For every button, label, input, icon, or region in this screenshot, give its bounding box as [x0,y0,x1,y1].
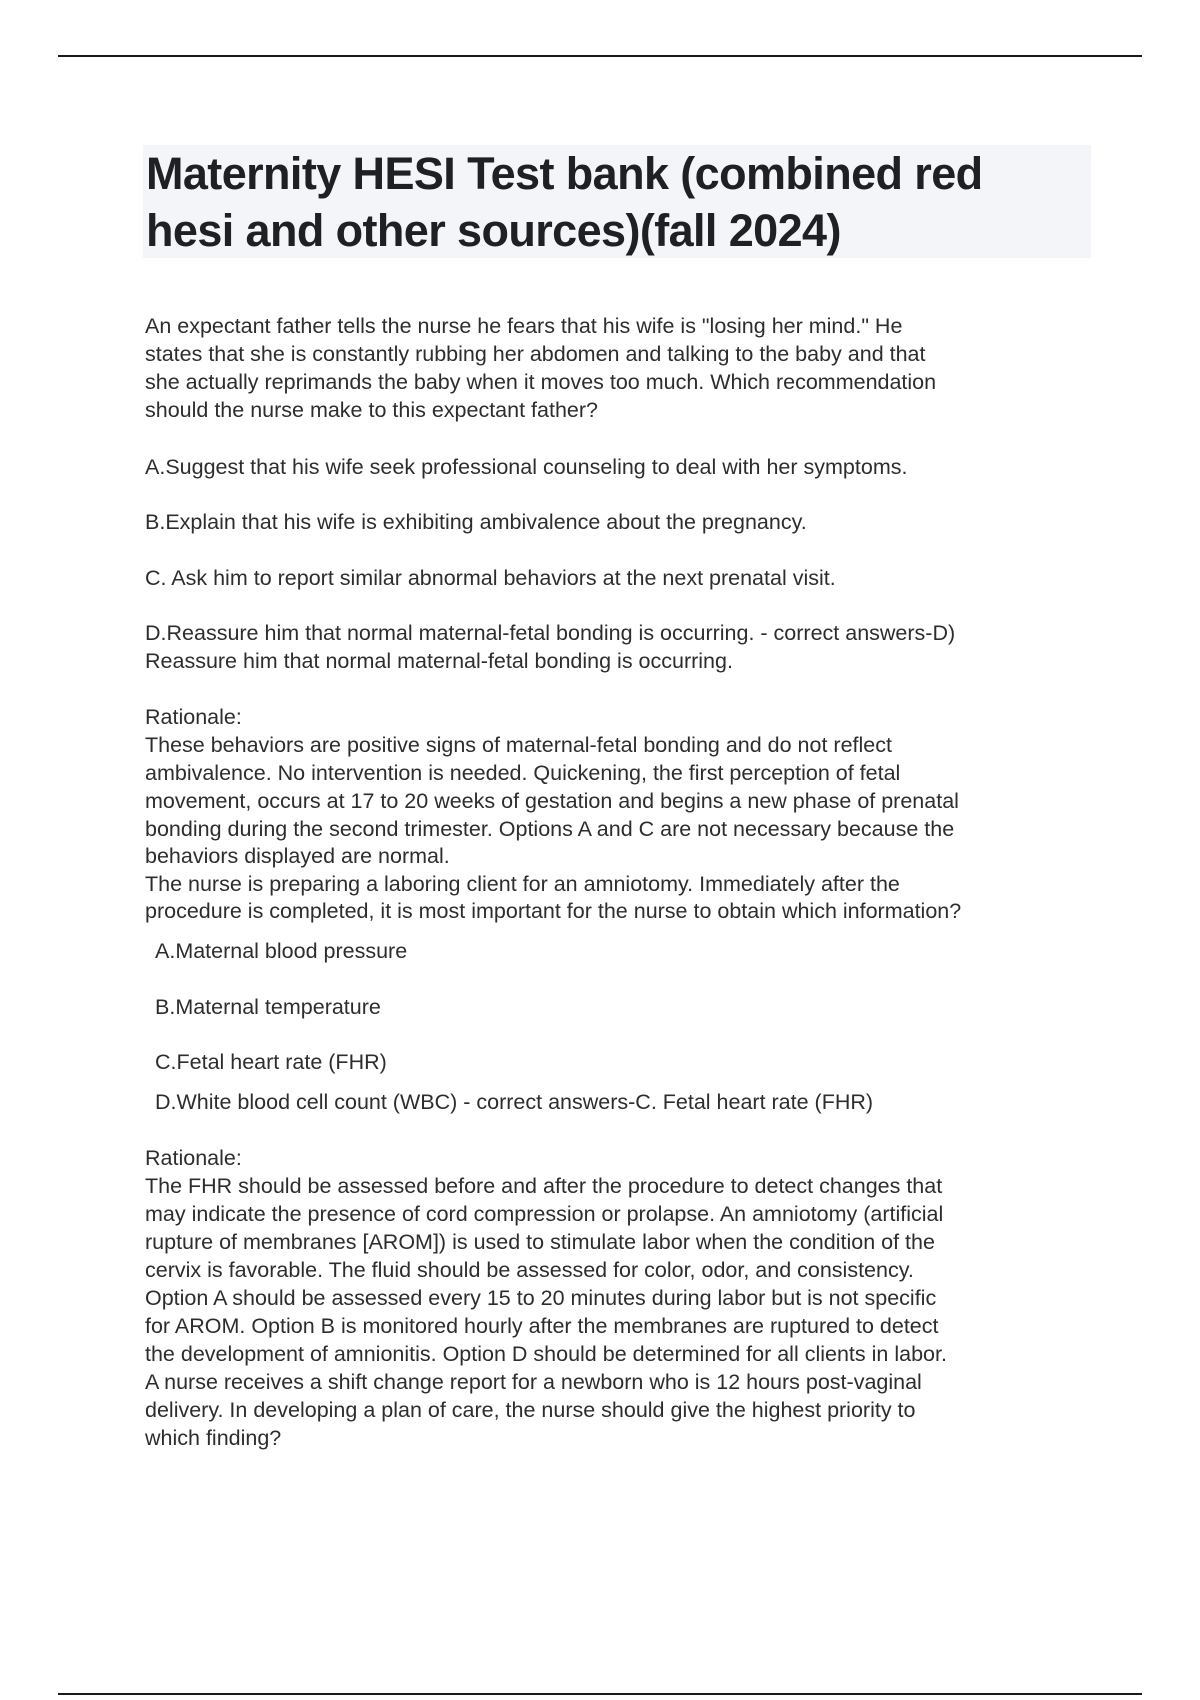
q2-rationale-line: the development of amnionitis. Option D should be determined for all clients in labor. [145,1342,947,1366]
q1-option-b: B.Explain that his wife is exhibiting ambivalence about the pregnancy. [145,510,807,534]
bottom-divider [58,1693,1142,1695]
q1-option-a: A.Suggest that his wife seek professional counseling to deal with her symptoms. [145,455,908,479]
q2-rationale-line: rupture of membranes [AROM]) is used to stimulate labor when the condition of the [145,1230,935,1254]
q1-option-d-line: Reassure him that normal maternal-fetal bonding is occurring. [145,649,733,673]
q2-option-a: A.Maternal blood pressure [155,939,408,963]
q1-stem-line: An expectant father tells the nurse he fears that his wife is "losing her mind." He [145,314,903,338]
q3-stem-line: delivery. In developing a plan of care, the nurse should give the highest priority to [145,1398,916,1422]
q2-option-b: B.Maternal temperature [155,995,381,1019]
q2-rationale-line: may indicate the presence of cord compression or prolapse. An amniotomy (artificial [145,1202,944,1226]
q1-rationale-line: These behaviors are positive signs of maternal-fetal bonding and do not reflect [145,733,892,757]
q3-stem-line: A nurse receives a shift change report for a newborn who is 12 hours post-vaginal [145,1370,922,1394]
q2-rationale-line: for AROM. Option B is monitored hourly after the membranes are ruptured to detect [145,1314,939,1338]
q2-stem-line: The nurse is preparing a laboring client for an amniotomy. Immediately after the [145,872,900,896]
q2-rationale-line: The FHR should be assessed before and after the procedure to detect changes that [145,1174,943,1198]
q1-rationale-line: movement, occurs at 17 to 20 weeks of gestation and begins a new phase of prenatal [145,789,959,813]
title-line-1: Maternity HESI Test bank (combined red [146,148,983,199]
q1-rationale-line: ambivalence. No intervention is needed. Quickening, the first perception of fetal [145,761,901,785]
q1-rationale-label: Rationale: [145,705,242,729]
q1-rationale-line: bonding during the second trimester. Options A and C are not necessary because the [145,817,955,841]
q1-option-d-line: D.Reassure him that normal maternal-fetal bonding is occurring. - correct answers-D) [145,621,956,645]
q2-rationale-line: cervix is favorable. The fluid should be assessed for color, odor, and consistency. [145,1258,914,1282]
q1-stem-line: states that she is constantly rubbing her abdomen and talking to the baby and that [145,342,926,366]
top-divider [58,55,1142,57]
q2-rationale-label: Rationale: [145,1146,242,1170]
q1-option-c: C. Ask him to report similar abnormal behaviors at the next prenatal visit. [145,566,836,590]
q1-stem-line: she actually reprimands the baby when it moves too much. Which recommendation [145,370,937,394]
q2-option-d: D.White blood cell count (WBC) - correct answers-C. Fetal heart rate (FHR) [155,1090,874,1114]
title-line-2: hesi and other sources)(fall 2024) [146,205,841,256]
q2-rationale-line: Option A should be assessed every 15 to 20 minutes during labor but is not specific [145,1286,937,1310]
q2-option-c: C.Fetal heart rate (FHR) [155,1050,387,1074]
q3-stem-line: which finding? [145,1426,282,1450]
page-title [146,145,1086,259]
q2-stem-line: procedure is completed, it is most important for the nurse to obtain which information? [145,899,962,923]
q1-stem-line: should the nurse make to this expectant father? [145,398,598,422]
q1-rationale-line: behaviors displayed are normal. [145,844,450,868]
